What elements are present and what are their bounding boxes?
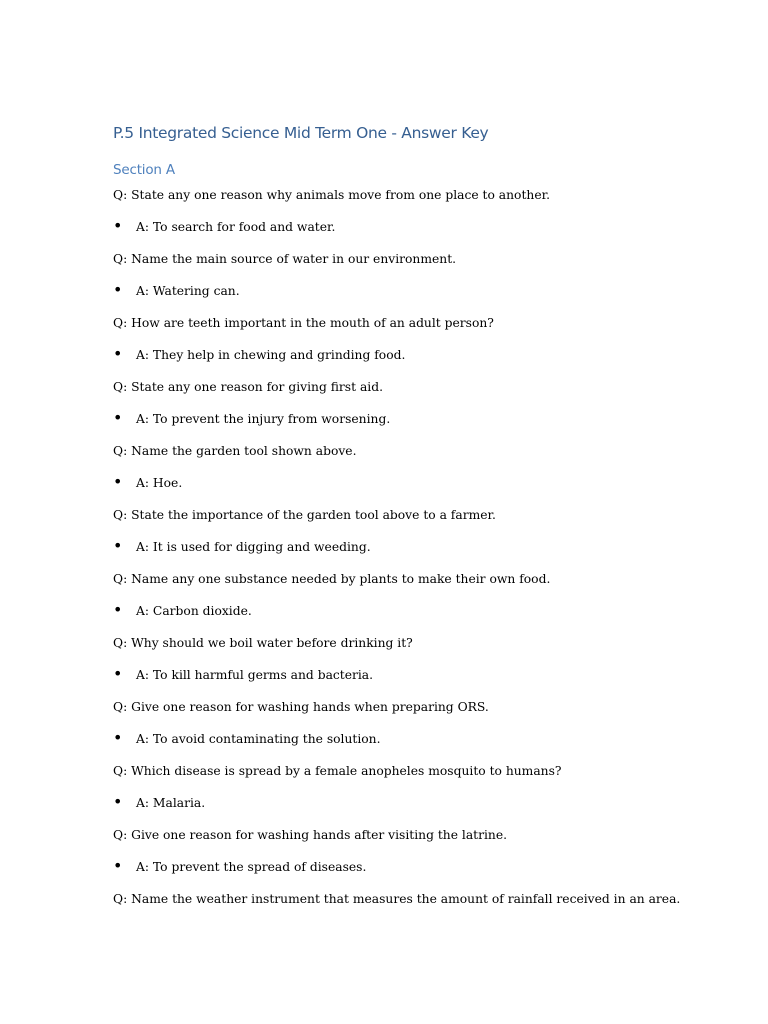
question-text: Q: Name the weather instrument that measures the amount of rainfall received in an area. xyxy=(113,892,681,906)
question-text: Q: How are teeth important in the mouth of an adult person? xyxy=(113,316,494,330)
question-text: Q: Name the main source of water in our environment. xyxy=(113,252,457,266)
bullet-icon: • xyxy=(113,728,123,747)
answer-text: A: Watering can. xyxy=(136,284,240,298)
document-title: P.5 Integrated Science Mid Term One - Answer Key xyxy=(113,124,489,142)
qa-item xyxy=(0,634,768,698)
question-text: Q: Name the garden tool shown above. xyxy=(113,444,357,458)
answer-text: A: To search for food and water. xyxy=(136,220,336,234)
answer-text: A: To kill harmful germs and bacteria. xyxy=(136,668,374,682)
qa-item xyxy=(0,442,768,506)
answer-text: A: Malaria. xyxy=(136,796,206,810)
qa-item xyxy=(0,890,768,954)
answer-text: A: It is used for digging and weeding. xyxy=(136,540,371,554)
bullet-icon: • xyxy=(113,280,123,299)
qa-item xyxy=(0,250,768,314)
section-heading: Section A xyxy=(113,162,175,178)
qa-list xyxy=(0,186,768,954)
question-text: Q: State any one reason for giving first aid. xyxy=(113,380,384,394)
bullet-icon: • xyxy=(113,536,123,555)
qa-item xyxy=(0,762,768,826)
question-text: Q: Name any one substance needed by plants to make their own food. xyxy=(113,572,551,586)
qa-item xyxy=(0,698,768,762)
bullet-icon: • xyxy=(113,216,123,235)
qa-item xyxy=(0,314,768,378)
bullet-icon: • xyxy=(113,472,123,491)
answer-text: A: To prevent the injury from worsening. xyxy=(136,412,391,426)
bullet-icon: • xyxy=(113,664,123,683)
question-text: Q: Give one reason for washing hands when preparing ORS. xyxy=(113,700,489,714)
qa-item xyxy=(0,826,768,890)
answer-text: A: Carbon dioxide. xyxy=(136,604,252,618)
question-text: Q: Give one reason for washing hands after visiting the latrine. xyxy=(113,828,508,842)
bullet-icon: • xyxy=(113,408,123,427)
qa-item xyxy=(0,570,768,634)
answer-text: A: To prevent the spread of diseases. xyxy=(136,860,367,874)
question-text: Q: Why should we boil water before drinking it? xyxy=(113,636,413,650)
question-text: Q: Which disease is spread by a female anopheles mosquito to humans? xyxy=(113,764,562,778)
qa-item xyxy=(0,186,768,250)
answer-text: A: To avoid contaminating the solution. xyxy=(136,732,381,746)
qa-item xyxy=(0,506,768,570)
bullet-icon: • xyxy=(113,856,123,875)
bullet-icon: • xyxy=(113,600,123,619)
answer-text: A: Hoe. xyxy=(136,476,183,490)
bullet-icon: • xyxy=(113,792,123,811)
question-text: Q: State the importance of the garden tool above to a farmer. xyxy=(113,508,496,522)
qa-item xyxy=(0,378,768,442)
bullet-icon: • xyxy=(113,344,123,363)
answer-text: A: They help in chewing and grinding food. xyxy=(136,348,406,362)
question-text: Q: State any one reason why animals move from one place to another. xyxy=(113,188,551,202)
